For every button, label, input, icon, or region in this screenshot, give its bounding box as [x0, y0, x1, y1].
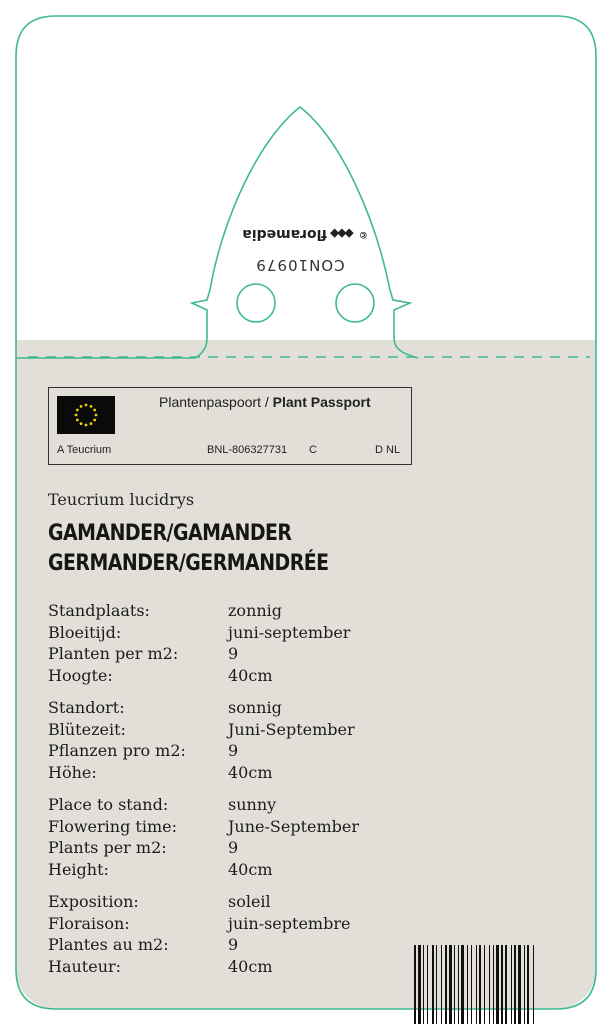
info-value: juni-september: [228, 622, 351, 642]
eu-star: [85, 424, 88, 427]
passport-field-d: D NL: [375, 444, 401, 456]
info-label: Planten per m2:: [48, 644, 179, 663]
info-label: Höhe:: [48, 762, 97, 782]
barcode-bar: [445, 945, 447, 1024]
info-row: [48, 794, 359, 816]
info-label: Standort:: [48, 698, 125, 717]
info-label: Height:: [48, 859, 109, 879]
barcode-bar: [414, 945, 416, 1024]
eu-star: [75, 414, 78, 417]
eu-star: [76, 419, 79, 422]
barcode-bar: [527, 945, 529, 1024]
common-name-line: GERMANDER/GERMANDRÉE: [48, 551, 329, 576]
barcode-bar: [489, 945, 490, 1024]
barcode-bar: [458, 945, 459, 1024]
barcode-bar: [476, 945, 477, 1024]
barcode-bar: [418, 945, 421, 1024]
barcode-bar: [471, 945, 472, 1024]
barcode-bar: [423, 945, 424, 1024]
info-value: soleil: [228, 892, 271, 911]
barcode-bar: [467, 945, 468, 1024]
info-value: juin-septembre: [228, 913, 351, 933]
barcode-bar: [449, 945, 452, 1024]
info-value: 40cm: [228, 762, 273, 782]
brand-name: floramedia: [242, 226, 328, 242]
info-label: Place to stand:: [48, 795, 169, 814]
info-label: Floraison:: [48, 913, 130, 933]
info-row: [48, 816, 359, 838]
info-label: Pflanzen pro m2:: [48, 741, 186, 760]
product-code: CON10979: [255, 256, 345, 274]
info-row: [48, 913, 350, 935]
barcode-bar: [441, 945, 442, 1024]
eu-star: [95, 414, 98, 417]
info-row: [48, 956, 350, 978]
copyright-symbol: ©: [358, 229, 368, 239]
info-value: Juni-September: [228, 719, 355, 739]
eu-star: [80, 405, 83, 408]
barcode-bar: [511, 945, 512, 1024]
floramedia-logo-icon: ◆◆◆: [332, 227, 354, 241]
info-value: June-September: [228, 816, 359, 836]
passport-title: [159, 394, 371, 410]
info-row: [48, 762, 355, 784]
barcode-bar: [454, 945, 455, 1024]
info-value: 40cm: [228, 665, 273, 685]
info-row: [48, 622, 350, 644]
barcode-bar: [461, 945, 464, 1024]
passport-title-plain: Plantenpaspoort /: [159, 394, 273, 410]
barcode-bar: [501, 945, 503, 1024]
barcode-bar: [514, 945, 516, 1024]
barcode-bar: [484, 945, 485, 1024]
passport-field-b: BNL-806327731: [207, 444, 288, 456]
eu-star: [90, 405, 93, 408]
info-group-en: [48, 794, 359, 880]
eu-flag-icon: [57, 396, 115, 434]
common-names: [48, 519, 329, 579]
info-value: sunny: [228, 795, 277, 814]
eu-star: [93, 419, 96, 422]
info-value: sonnig: [228, 698, 282, 717]
info-row: [48, 891, 350, 913]
info-label: Plants per m2:: [48, 838, 167, 857]
barcode-bar: [427, 945, 428, 1024]
info-label: Hauteur:: [48, 956, 122, 976]
info-value: 9: [228, 935, 239, 954]
eu-star: [85, 404, 88, 407]
info-label: Bloeitijd:: [48, 622, 122, 642]
info-row: [48, 719, 355, 741]
barcode-bar: [493, 945, 494, 1024]
common-name-line: GAMANDER/GAMANDER: [48, 521, 292, 546]
info-row: [48, 859, 359, 881]
eu-star: [76, 409, 79, 412]
passport-field-c: C: [309, 444, 317, 456]
barcode-bar: [496, 945, 499, 1024]
hanger-tab: [195, 340, 418, 358]
info-row: [48, 643, 350, 665]
info-value: 40cm: [228, 859, 273, 879]
info-row: [48, 600, 350, 622]
info-label: Blütezeit:: [48, 719, 126, 739]
barcode-icon: [412, 945, 608, 1024]
info-value: 40cm: [228, 956, 273, 976]
barcode-bar: [505, 945, 507, 1024]
info-label: Hoogte:: [48, 665, 113, 685]
info-label: Exposition:: [48, 892, 139, 911]
barcode-bar: [524, 945, 525, 1024]
eu-star: [90, 422, 93, 425]
passport-field-a: A Teucrium: [57, 444, 112, 456]
barcode-bar: [436, 945, 437, 1024]
info-row: [48, 934, 350, 956]
barcode-bar: [432, 945, 434, 1024]
barcode-bar: [479, 945, 481, 1024]
barcode-bar: [533, 945, 534, 1024]
info-group-nl: [48, 600, 350, 686]
brand-logo: [225, 226, 385, 242]
info-label: Standplaats:: [48, 601, 150, 620]
info-label: Plantes au m2:: [48, 935, 169, 954]
info-row: [48, 665, 350, 687]
info-group-de: [48, 697, 355, 783]
info-label: Flowering time:: [48, 816, 177, 836]
plant-passport-box: [48, 387, 412, 465]
info-row: [48, 740, 355, 762]
info-value: 9: [228, 741, 239, 760]
info-value: 9: [228, 644, 239, 663]
info-row: [48, 697, 355, 719]
barcode-bar: [518, 945, 521, 1024]
info-row: [48, 837, 359, 859]
eu-star: [80, 422, 83, 425]
latin-name: Teucrium lucidrys: [48, 490, 195, 509]
passport-title-bold: Plant Passport: [272, 394, 371, 410]
eu-star: [93, 409, 96, 412]
info-group-fr: [48, 891, 350, 977]
info-value: zonnig: [228, 601, 283, 620]
info-value: 9: [228, 838, 239, 857]
